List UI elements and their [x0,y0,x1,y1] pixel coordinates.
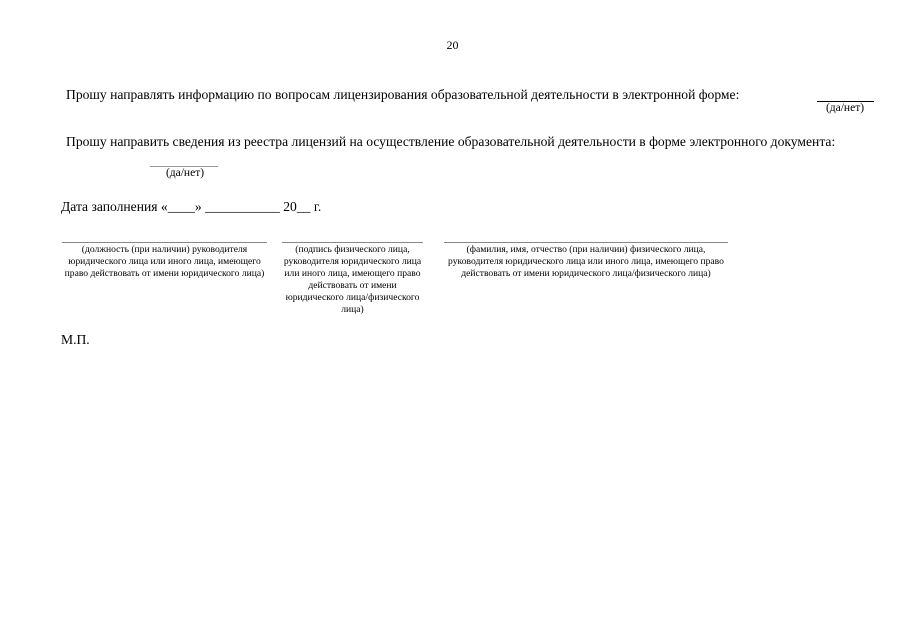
fill-date: Дата заполнения «____» ___________ 20__ г. [61,199,322,214]
signature-caption: (подпись физического лица, руководителя юридического лица или иного лица, имеющего право действовать от имени юридического лица/физического лица) [283,244,422,315]
position-signature-line[interactable] [62,242,267,243]
stamp-label: М.П. [61,332,90,347]
position-caption: (должность (при наличии) руководителя юридического лица или иного лица, имеющего право действовать от имени юридического лица) [64,244,265,279]
page-number: 20 [446,38,459,52]
request-info-hint: (да/нет) [825,102,865,114]
full-name-line[interactable] [444,242,728,243]
request-info-text: Прошу направлять информацию по вопросам лицензирования образовательной деятельности в электронной форме: [66,87,740,102]
request-extract-text: Прошу направить сведения из реестра лицензий на осуществление образовательной деятельности в форме электронного документа: [66,134,836,149]
full-name-caption: (фамилия, имя, отчество (при наличии) физического лица, руководителя юридического лица или иного лица, имеющего право действовать от имени юридического лица/физического лица) [448,244,724,279]
request-extract-hint: (да/нет) [165,167,205,179]
signature-line[interactable] [282,242,423,243]
